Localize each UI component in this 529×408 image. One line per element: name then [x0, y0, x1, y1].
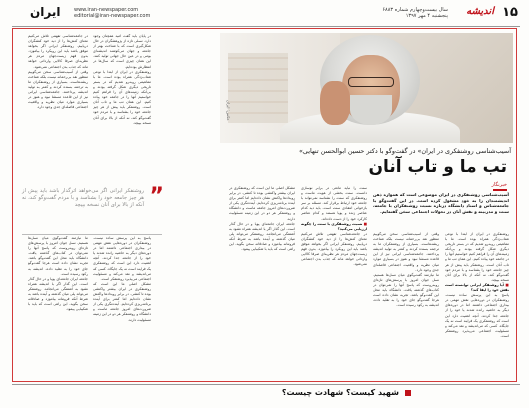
- text-column: [229, 186, 295, 370]
- article-headline: تب ما و تاب آنان: [368, 157, 507, 177]
- quote-mark-icon: ”: [149, 184, 164, 209]
- site-info: [74, 7, 150, 19]
- question: ■ نسبت روشنفکری با سنت را چگونه ارزیابی می‌کنید؟: [301, 222, 367, 232]
- editorial-email[interactable]: editorial@iran-newspaper.com: [74, 13, 151, 19]
- column-paragraph: روشنفکری در ایران از ابتدا با نوعی شتاب‌زدگی همراه بوده است. ما با مفاهیمی روبه‌رو شدیم که در بستر تاریخی دیگری شکل گرفته بودند و بی‌آنکه زمینه‌های آن را فراهم کنیم خواستیم آنها را در جامعه خود پیاده کنیم. این همان تب ما و تاب آنان است. روشنفکر باید پیش از هر چیز جامعه خود را بشناسد و با مردم خود گفت‌وگو کند، نه آنکه از بالا برای آنان نسخه بپیچد.: [445, 232, 509, 282]
- column-paragraph: پاسخ به این پرسش ساده نیست. روشنفکران در دوره‌هایی نقش مهمی در بیداری اجتماعی داشتند اما در دوره‌های دیگر به حاشیه رانده شدند یا خود را از جامعه جدا کردند. آنچه اهمیت دارد این است که روشنفکری یک فرایند است نه یک جایگاه. کسی که می‌اندیشد و نقد می‌کند و مسئولیت اجتماعی می‌پذیرد روشنفکر است.: [445, 293, 509, 338]
- article-kicker: «آسیب‌شناسی روشنفکری در ایران» در گفت‌وگو با دکتر حسین ابوالحسن تنهایی: [298, 147, 511, 155]
- pull-quote: [22, 186, 162, 230]
- article-intro: [373, 192, 509, 230]
- column-paragraph: جامعه ایران جامعه‌ای پویا و در حال گذار است. این گذار اگر با اندیشه همراه نشود به آشفتگی می‌انجامد. روشنفکر می‌تواند پلی میان گذشته و آینده باشد به شرط آنکه فروتنانه بیاموزد و صادقانه سخن بگوید. این راهی است که باید با شکیبایی پیمود.: [229, 221, 295, 252]
- byline-accent: [493, 189, 507, 191]
- page-number: ۱۵: [502, 5, 518, 20]
- column-paragraph: مشکل اصلی ما این است که روشنفکری در ایران بیشتر واکنشی بوده تا کنشی. در برابر رویدادها واکنش نشان داده‌ایم اما کمتر برای آینده برنامه‌ریزی کرده‌ایم. آینده‌نگری یکی از ضرورت‌های امروز جامعه ماست و دانشگاه و روشنفکر هر دو در این زمینه مسئولیت دارند.: [93, 281, 151, 322]
- glasses-icon: [348, 77, 394, 87]
- text-column: [301, 186, 367, 370]
- intro-paragraph: آسیب‌شناسی روشنفکری در ایران موضوعی است که همواره ذهن اندیشمندان را به خود مشغول کرده است. در این گفت‌وگو با جامعه‌شناس و استاد دانشگاه درباره نسبت روشنفکران با جامعه، سنت و مدرنیته و نقش آنان در تحولات اجتماعی سخن گفته‌ایم.: [373, 192, 509, 214]
- column-paragraph: جامعه ایران جامعه‌ای پویا و در حال گذار است. این گذار اگر با اندیشه همراه نشود به آشفتگی می‌انجامد. روشنفکر می‌تواند پلی میان گذشته و آینده باشد به شرط آنکه فروتنانه بیاموزد و صادقانه سخن بگوید. این راهی است که باید با شکیبایی پیمود.: [28, 276, 88, 312]
- question: ■ آیا روشنفکر ایرانی توانسته است نقش خود را ایفا کند؟: [445, 283, 509, 293]
- text-column: [445, 232, 509, 370]
- photo-hand: [320, 81, 350, 125]
- photo-beard: [350, 95, 392, 125]
- text-column: [28, 236, 88, 372]
- text-column: [93, 34, 151, 184]
- issue-line-2: پنجشنبه ۴ مهر ۱۳۹۷: [405, 13, 448, 19]
- column-paragraph: در جامعه‌شناسی تفهمی تلاش می‌کنیم معنای کنش‌ها را از دید خود کنشگران دریابیم. روشنفکر ایرانی اگر بخواهد موفق باشد باید این رویکرد را بیاموزد. بدون فهم زیست‌جهان مردم هر نظریه‌ای صرفا کالایی وارداتی خواهد ماند که جذب بدن اجتماعی نمی‌شود.: [301, 231, 367, 267]
- issue-info: [382, 7, 448, 19]
- column-paragraph: وقتی از آسیب‌شناسی سخن می‌گوییم منظور نقد بی‌رحمانه نیست بلکه شناخت ریشه‌هاست. بسیاری از روشنفکران ما به ترجمه بسنده کردند و کمتر به تولید اندیشه پرداختند. جامعه‌شناسی ایرانی نیز از این قاعده مستثنا نبود و هنوز در بسیاری موارد میان نظریه و واقعیت اجتماعی فاصله‌ای جدی وجود دارد.: [28, 69, 88, 110]
- text-column: [373, 232, 439, 370]
- column-paragraph: در جامعه‌شناسی تفهمی تلاش می‌کنیم معنای کنش‌ها را از دید خود کنشگران دریابیم. روشنفکر ایرانی اگر بخواهد موفق باشد باید این رویکرد را بیاموزد. بدون فهم زیست‌جهان مردم هر نظریه‌ای صرفا کالایی وارداتی خواهد ماند که جذب بدن اجتماعی نمی‌شود.: [28, 34, 88, 69]
- interviewee-photo: [220, 33, 513, 143]
- next-article-teaser[interactable]: شهید کیست؟ شهادت چیست؟: [281, 388, 399, 397]
- header-divider: [12, 26, 520, 27]
- website-url[interactable]: www.iran-newspaper.com: [74, 7, 139, 13]
- column-paragraph: مشکل اصلی ما این است که روشنفکری در ایران بیشتر واکنشی بوده تا کنشی. در برابر رویدادها واکنش نشان داده‌ایم اما کمتر برای آینده برنامه‌ریزی کرده‌ایم. آینده‌نگری یکی از ضرورت‌های امروز جامعه ماست و دانشگاه و روشنفکر هر دو در این زمینه مسئولیت دارند.: [229, 186, 295, 221]
- article-byline: خبرنگار: [491, 182, 507, 188]
- column-paragraph: سنت را نباید مانعی در برابر نوسازی دانست. سنت بخشی از هویت ماست و روشنفکری که سنت را نشناسد نمی‌تواند با جامعه خود ارتباط برقرار کند. مسئله بر سر بازخوانی انتقادی سنت است. باید دید کدام عناصر زنده و پویا هستند و کدام عناصر کارکرد خود را از دست داده‌اند.: [301, 186, 367, 221]
- section-title: اندیشه: [466, 6, 494, 17]
- column-paragraph: در پایان باید گفت امید همچنان وجود دارد. نسلی تازه از پژوهشگران در حال شکل‌گیری است که با شناخت بهتر از جامعه و جهان می‌کوشند اندیشه‌ای بومی و در عین حال جهانی تولید کنند. این همان چیزی است که سال‌ها در انتظارش بوده‌ایم.: [93, 34, 151, 69]
- teaser-marker: [405, 390, 411, 396]
- text-column: [93, 236, 151, 372]
- footer-divider: [12, 384, 520, 385]
- column-paragraph: ما نیازمند گفت‌وگوی میان نسل‌ها هستیم. نسل جوان امروز با پرسش‌های تازه‌ای روبه‌روست که پاسخ آنها را نمی‌توان در کتاب‌های گذشته یافت. دانشگاه باید محل این گفت‌وگو باشد. تجربه نشان داده است هرجا گفت‌وگو جای خود را به تقلید داده، اندیشه به رکود رسیده است.: [373, 272, 439, 308]
- column-paragraph: پاسخ به این پرسش ساده نیست. روشنفکران در دوره‌هایی نقش مهمی در بیداری اجتماعی داشتند اما در دوره‌های دیگر به حاشیه رانده شدند یا خود را از جامعه جدا کردند. آنچه اهمیت دارد این است که روشنفکری یک فرایند است نه یک جایگاه. کسی که می‌اندیشد و نقد می‌کند و مسئولیت اجتماعی می‌پذیرد روشنفکر است.: [93, 236, 151, 281]
- text-column: [28, 34, 88, 184]
- issue-line-1: سال بیست‌وچهارم شماره ۶۸۸۳: [382, 7, 448, 13]
- newspaper-logo: ایران: [30, 5, 61, 19]
- column-paragraph: روشنفکری در ایران از ابتدا با نوعی شتاب‌زدگی همراه بوده است. ما با مفاهیمی روبه‌رو شدیم که در بستر تاریخی دیگری شکل گرفته بودند و بی‌آنکه زمینه‌های آن را فراهم کنیم خواستیم آنها را در جامعه خود پیاده کنیم. این همان تب ما و تاب آنان است. روشنفکر باید پیش از هر چیز جامعه خود را بشناسد و با مردم خود گفت‌وگو کند، نه آنکه از بالا برای آنان نسخه بپیچد.: [93, 69, 151, 125]
- pull-quote-text: روشنفکر ایرانی اگر می‌خواهد اثرگذار باشد باید پیش از هر چیز جامعه خود را بشناسد و با مردم گفت‌وگو کند، نه آنکه از بالا برای آنان نسخه بپیچد: [22, 188, 144, 209]
- photo-credit: عکس: ایران: [226, 100, 231, 121]
- column-paragraph: وقتی از آسیب‌شناسی سخن می‌گوییم منظور نقد بی‌رحمانه نیست بلکه شناخت ریشه‌هاست. بسیاری از روشنفکران ما به ترجمه بسنده کردند و کمتر به تولید اندیشه پرداختند. جامعه‌شناسی ایرانی نیز از این قاعده مستثنا نبود و هنوز در بسیاری موارد میان نظریه و واقعیت اجتماعی فاصله‌ای جدی وجود دارد.: [373, 232, 439, 272]
- page-header: [12, 4, 520, 26]
- photo-bookshelf: [228, 53, 288, 123]
- pull-quote-divider: [22, 234, 162, 235]
- column-paragraph: ما نیازمند گفت‌وگوی میان نسل‌ها هستیم. نسل جوان امروز با پرسش‌های تازه‌ای روبه‌روست که پاسخ آنها را نمی‌توان در کتاب‌های گذشته یافت. دانشگاه باید محل این گفت‌وگو باشد. تجربه نشان داده است هرجا گفت‌وگو جای خود را به تقلید داده، اندیشه به رکود رسیده است.: [28, 236, 88, 276]
